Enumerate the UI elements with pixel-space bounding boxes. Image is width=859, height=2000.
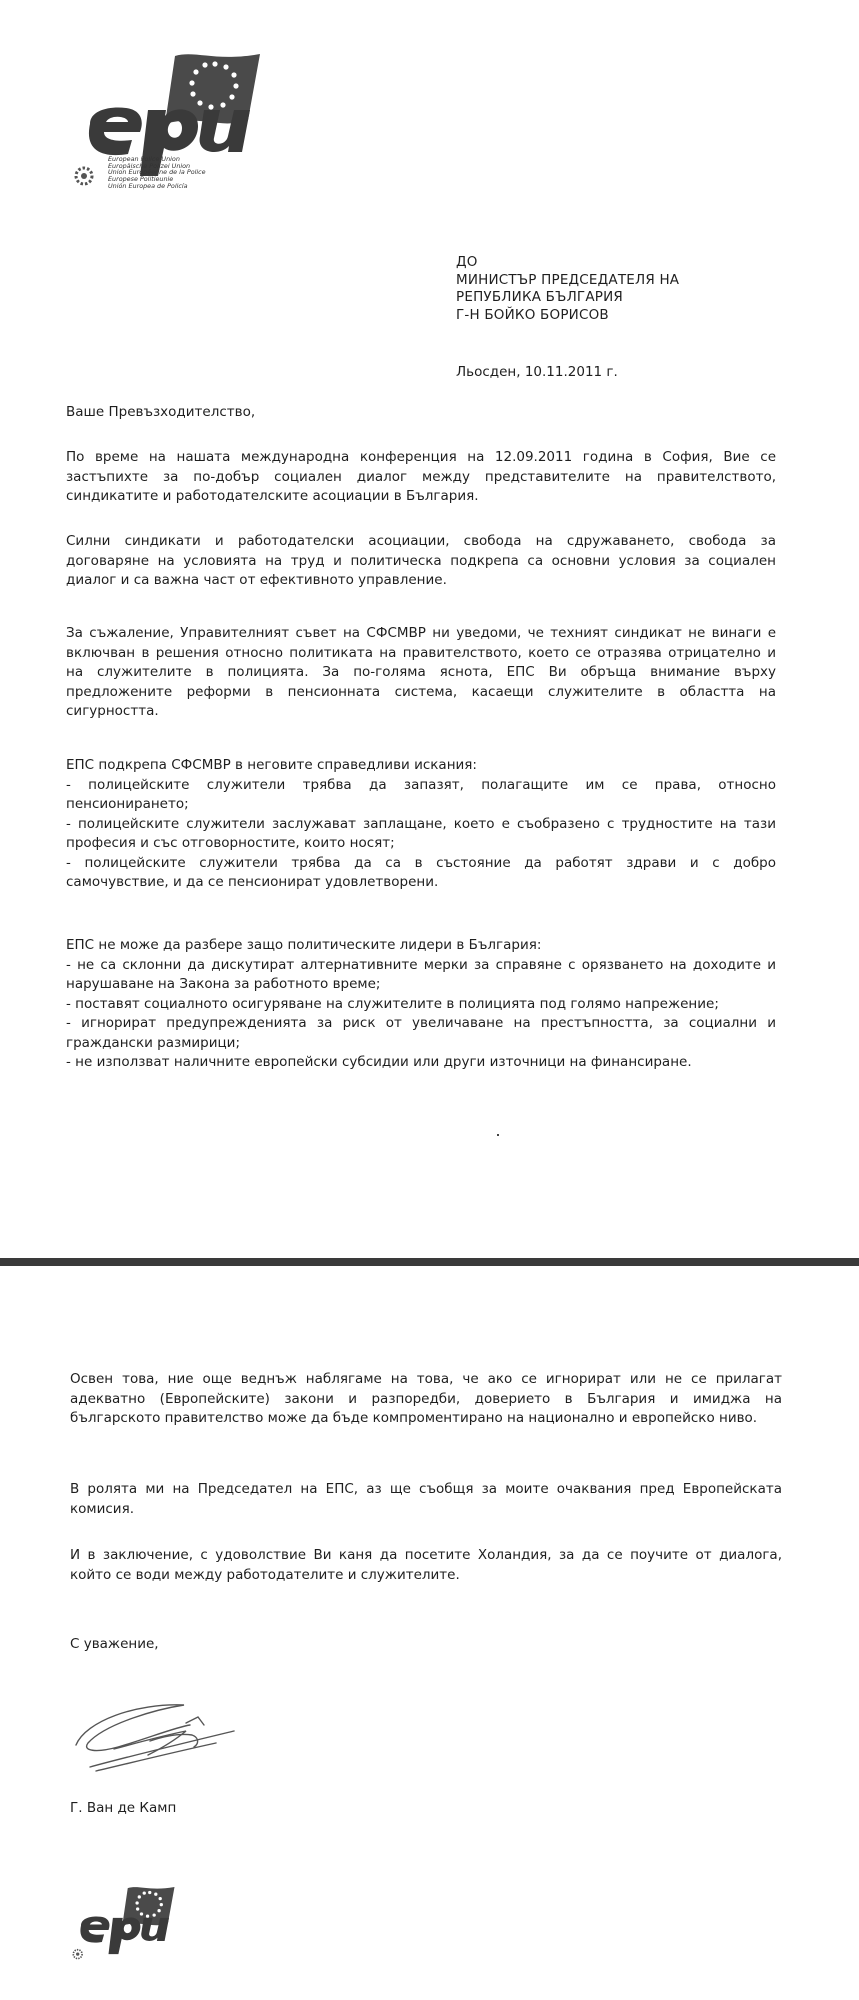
org-name-line: Europese Politieunie xyxy=(108,175,174,184)
paragraph-4 xyxy=(66,756,776,893)
paragraph-line: самочувствие, и да се пенсионират удовлетворени. xyxy=(66,874,439,890)
epu-footer-logo-graphic xyxy=(70,1880,180,1970)
page2-paragraph-2 xyxy=(70,1480,782,1519)
salutation: Ваше Превъзходителство, xyxy=(66,404,256,420)
paragraph-line: на служителите в полицията. За по-голяма яснота, ЕПС Ви обръща внимание върху xyxy=(66,664,776,680)
paragraph-line: адекватно (Европейските) закони и разпоредби, доверието в България и имиджа на xyxy=(70,1390,782,1407)
paragraph-1 xyxy=(66,448,776,507)
scan-speck xyxy=(497,1134,499,1136)
paragraph-line: предложените реформи в пенсионната система, касаещи служителите в областта на xyxy=(66,683,776,700)
paragraph-line: За съжаление, Управителният съвет на СФСМВР ни уведоми, че техният синдикат не винаги е xyxy=(66,625,776,641)
paragraph-line: - поставят социалното осигуряване на служителите в полицията под голямо напрежение; xyxy=(66,995,719,1012)
paragraph-line: договаряне на условията на труд и политическа подкрепа са основни условия за социален xyxy=(66,552,776,569)
epu-footer-logo xyxy=(70,1880,180,1970)
paragraph-line: И в заключение, с удоволствие Ви каня да посетите Холандия, за да се поучите от диалога, xyxy=(70,1547,782,1563)
org-name-line: European Police Union xyxy=(108,155,180,163)
letter-date: Льосден, 10.11.2011 г. xyxy=(456,364,618,380)
paragraph-line: диалог и са важна част от ефективното управление. xyxy=(66,572,447,588)
paragraph-line: - не са склонни да дискутират алтернативните мерки за справяне с орязването на доходите и xyxy=(66,956,776,973)
paragraph-line: - полицейските служители заслужават заплащане, което е съобразено с трудностите на тази xyxy=(66,815,776,832)
closing-phrase: С уважение, xyxy=(70,1636,159,1652)
paragraph-line: - полицейските служители трябва да са в състояние да работят здрави и с добро xyxy=(66,854,776,871)
paragraph-line: професия и със отговорностите, които носят; xyxy=(66,835,395,851)
paragraph-2 xyxy=(66,532,776,591)
paragraph-line: включван в решения относно политиката на правителството, което се отразява отрицателно и xyxy=(66,644,776,661)
paragraph-line: застъпихте за по-добър социален диалог между представителите на правителството, xyxy=(66,468,776,485)
epu-org-names xyxy=(108,156,206,190)
paragraph-line: сигурността. xyxy=(66,703,159,719)
addressee-block xyxy=(456,254,679,324)
page2-paragraph-3 xyxy=(70,1546,782,1585)
paragraph-line: нарушаване на Закона за работното време; xyxy=(66,976,381,992)
page2-paragraph-1 xyxy=(70,1370,782,1429)
handwritten-signature xyxy=(66,1683,246,1787)
paragraph-line: пенсионирането; xyxy=(66,796,189,812)
gear-icon xyxy=(73,1950,82,1959)
addressee-line: ДО xyxy=(456,254,478,270)
paragraph-line: Силни синдикати и работодателски асоциации, свобода на сдружаването, свобода за xyxy=(66,533,776,549)
paragraph-5 xyxy=(66,936,776,1073)
paragraph-line: синдикатите и работодателските асоциации в България. xyxy=(66,488,479,504)
paragraph-line: ЕПС не може да разбере защо политическите лидери в България: xyxy=(66,937,542,953)
paragraph-3 xyxy=(66,624,776,722)
addressee-line: РЕПУБЛИКА БЪЛГАРИЯ xyxy=(456,289,624,305)
paragraph-line: който се води между работодателите и служителите. xyxy=(70,1566,460,1583)
paragraph-line: граждански размирици; xyxy=(66,1034,241,1051)
org-name-line: Union Européenne de la Police xyxy=(108,168,206,177)
paragraph-line: ЕПС подкрепа СФСМВР в неговите справедливи искания: xyxy=(66,757,477,773)
signer-name: Г. Ван де Камп xyxy=(70,1800,177,1816)
addressee-line: Г-Н БОЙКО БОРИСОВ xyxy=(456,306,609,323)
gear-icon xyxy=(76,168,92,184)
paragraph-line: - полицейските служители трябва да запазят, полагащите им се права, относно xyxy=(66,776,776,793)
org-name-line: Unión Europea de Policía xyxy=(108,181,188,190)
paragraph-line: В ролята ми на Председател на ЕПС, аз ще съобщя за моите очаквания пред Европейската xyxy=(70,1481,782,1497)
epu-logo xyxy=(70,48,270,198)
org-name-line: Europäische Polizei Union xyxy=(108,161,191,170)
addressee-line: МИНИСТЪР ПРЕДСЕДАТЕЛЯ НА xyxy=(456,271,680,288)
paragraph-line: Освен това, ние още веднъж наблягаме на това, че ако се игнорират или не се прилагат xyxy=(70,1371,782,1387)
paragraph-line: българското правителство може да бъде компроментирано на национално и европейско ниво. xyxy=(70,1410,758,1426)
page-separator xyxy=(0,1258,859,1266)
paragraph-line: - не използват наличните европейски субсидии или други източници на финансиране. xyxy=(66,1054,692,1070)
paragraph-line: комисия. xyxy=(70,1500,134,1517)
signature-icon xyxy=(66,1683,246,1783)
paragraph-line: По време на нашата международна конференция на 12.09.2011 година в София, Вие се xyxy=(66,449,776,465)
paragraph-line: - игнорират предупрежденията за риск от увеличаване на престъпността, за социални и xyxy=(66,1015,776,1031)
